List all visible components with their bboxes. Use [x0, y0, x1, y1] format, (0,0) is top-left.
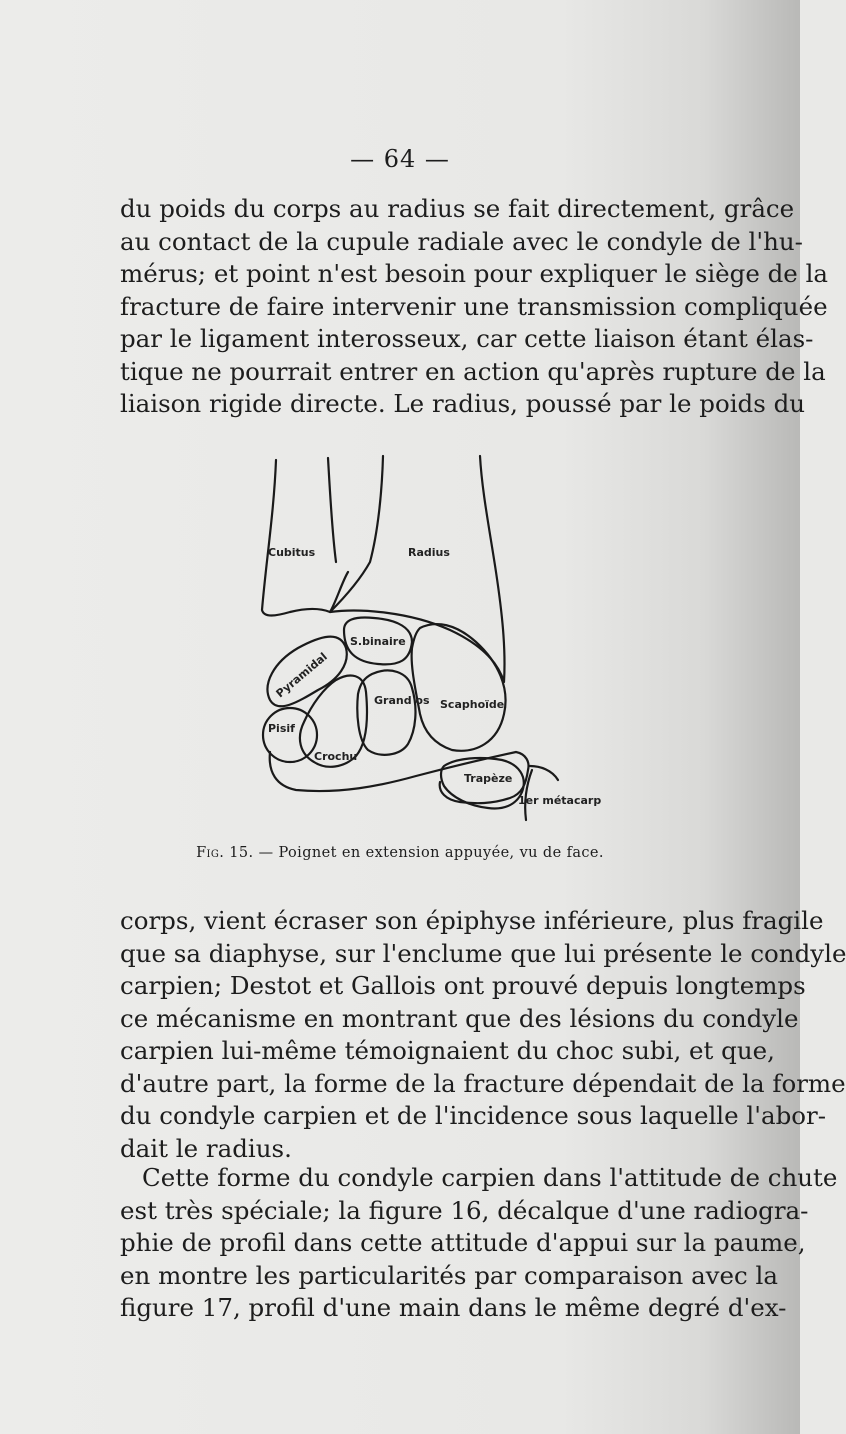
text-line: liaison rigide directe. Le radius, poussé par le poids du	[120, 389, 806, 418]
text-line: du poids du corps au radius se fait directement, grâce	[120, 194, 795, 223]
metacarpe-bone	[530, 766, 558, 780]
wrist-figure	[240, 452, 602, 832]
label-semilunaire: S.binaire	[350, 635, 406, 648]
label-crochu: Crochu	[314, 750, 358, 763]
text-line: phie de profil dans cette attitude d'appui sur la paume,	[120, 1228, 806, 1257]
text-line: dait le radius.	[120, 1133, 292, 1163]
paragraph-bottom-1	[120, 905, 846, 1165]
label-grand-os: Grand os	[374, 694, 430, 707]
figure-caption	[0, 845, 800, 861]
text-line: est très spéciale; la figure 16, décalque d'une radiogra-	[120, 1195, 809, 1225]
paragraph-bottom-2	[120, 1162, 838, 1325]
text-line: tique ne pourrait entrer en action qu'après rupture de la	[120, 356, 826, 386]
label-cubitus: Cubitus	[268, 546, 316, 559]
text-line: en montre les particularités par comparaison avec la	[120, 1260, 778, 1290]
label-scaphoide: Scaphoïde	[440, 698, 505, 711]
label-metacarpe: 1er métacarp	[518, 794, 602, 807]
label-pisif: Pisif	[268, 722, 295, 735]
text-line: par le ligament interosseux, car cette liaison étant élas-	[120, 324, 814, 353]
text-line: carpien lui-même témoignaient du choc subi, et que,	[120, 1036, 775, 1065]
text-line: corps, vient écraser son épiphyse inférieure, plus fragile	[120, 906, 824, 935]
text-line: mérus; et point n'est besoin pour expliquer le siège de la	[120, 259, 829, 288]
pisif-bone	[263, 708, 317, 762]
cubitus-bone	[262, 460, 348, 616]
wrist-diagram	[240, 452, 602, 832]
text-line: du condyle carpien et de l'incidence sous laquelle l'abor-	[120, 1101, 827, 1130]
caption-text: — Poignet en extension appuyée, vu de face.	[258, 845, 604, 861]
caption-tag: Fig. 15.	[196, 845, 254, 861]
radius-bone	[330, 456, 505, 682]
text-line: au contact de la cupule radiale avec le condyle de l'hu-	[120, 226, 803, 256]
text-line: figure 17, profil d'une main dans le même degré d'ex-	[120, 1293, 787, 1322]
page-number: — 64 —	[350, 145, 450, 173]
label-trapeze: Trapèze	[464, 772, 513, 785]
text-line: d'autre part, la forme de la fracture dépendait de la forme	[120, 1068, 846, 1098]
label-radius: Radius	[408, 546, 450, 559]
paragraph-top	[120, 193, 829, 421]
text-line: carpien; Destot et Gallois ont prouvé depuis longtemps	[120, 971, 806, 1000]
scaphoide-bone	[412, 624, 506, 751]
label-pyramidal: Pyramidal	[273, 650, 330, 701]
text-line: que sa diaphyse, sur l'enclume que lui présente le condyle	[120, 938, 846, 968]
text-line: fracture de faire intervenir une transmission compliquée	[120, 291, 828, 321]
text-line: Cette forme du condyle carpien dans l'attitude de chute	[142, 1163, 838, 1192]
text-line: ce mécanisme en montrant que des lésions du condyle	[120, 1003, 799, 1033]
